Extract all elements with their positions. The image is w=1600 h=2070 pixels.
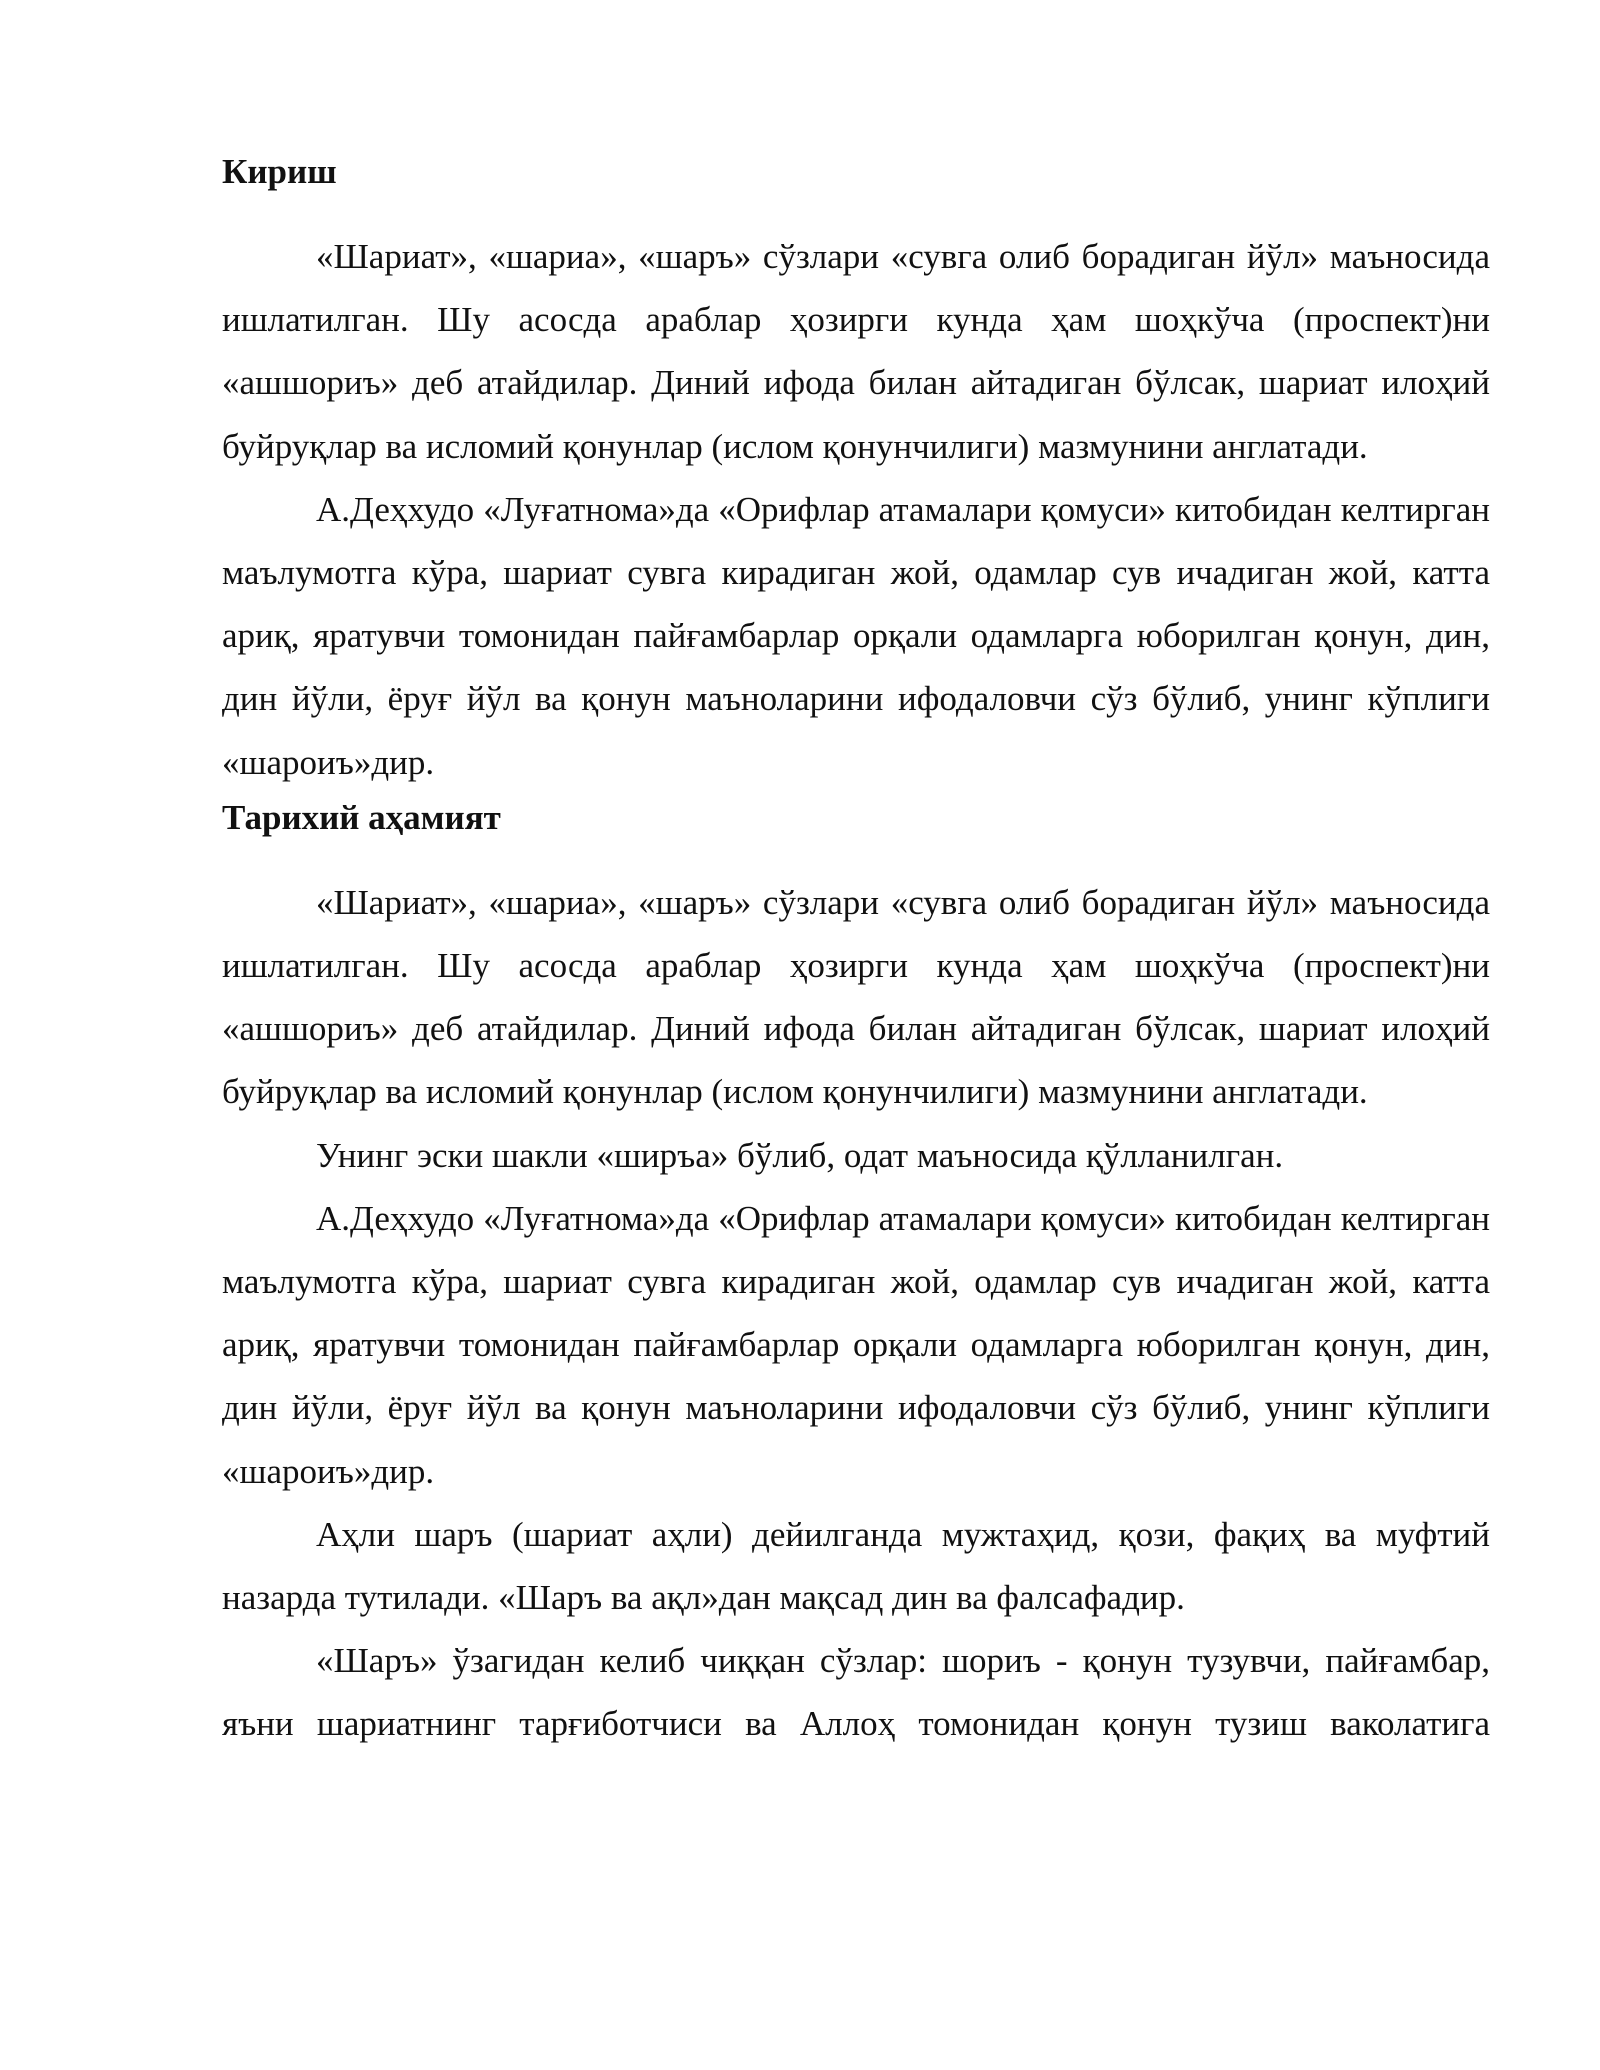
- paragraph: «Шариат», «шариа», «шаръ» сўзлари «сувга олиб борадиган йўл» маъносида ишлатилган. Шу асосда араблар ҳозирги кунда ҳам шоҳкўча (проспект)ни «ашшориъ» деб атайдилар. Диний ифода билан айтадиган бўлсак, шариат илоҳий буйруқлар ва исломий қонунлар (ислом қонунчилиги) мазмунини англатади.: [222, 237, 1490, 466]
- paragraph: Унинг эски шакли «ширъа» бўлиб, одат маъносида қўлланилган.: [316, 1135, 1284, 1175]
- paragraph: А.Деҳхудо «Луғатнома»да «Орифлар атамалари қомуси» китобидан келтирган маълумотга кўра, шариат сувга кирадиган жой, одамлар сув ичадиган жой, катта ариқ, яратувчи томонидан пайғамбарлар орқали одамларга юборилган қонун, дин, дин йўли, ёруғ йўл ва қонун маъноларини ифодаловчи сўз бўлиб, унинг кўплиги «шароиъ»дир.: [222, 489, 1490, 782]
- section-heading-introduction: Кириш: [222, 152, 337, 191]
- paragraph: Аҳли шаръ (шариат аҳли) дейилганда мужтаҳид, қози, фақиҳ ва муфтий назарда тутилади. «Шаръ ва ақл»дан мақсад дин ва фалсафадир.: [222, 1514, 1490, 1618]
- paragraph: «Шариат», «шариа», «шаръ» сўзлари «сувга олиб борадиган йўл» маъносида ишлатилган. Шу асосда араблар ҳозирги кунда ҳам шоҳкўча (проспект)ни «ашшориъ» деб атайдилар. Диний ифода билан айтадиган бўлсак, шариат илоҳий буйруқлар ва исломий қонунлар (ислом қонунчилиги) мазмунини англатади.: [222, 882, 1490, 1112]
- section-heading-historical-importance: Тарихий аҳамият: [222, 797, 501, 837]
- paragraph: «Шаръ» ўзагидан келиб чиққан сўзлар: шориъ - қонун тузувчи, пайғамбар, яъни шариатнинг тарғиботчиси ва Аллоҳ томонидан қонун тузиш ваколатига: [222, 1641, 1490, 1744]
- paragraph: А.Деҳхудо «Луғатнома»да «Орифлар атамалари қомуси» китобидан келтирган маълумотга кўра, шариат сувга кирадиган жой, одамлар сув ичадиган жой, катта ариқ, яратувчи томонидан пайғамбарлар орқали одамларга юборилган қонун, дин, дин йўли, ёруғ йўл ва қонун маъноларини ифодаловчи сўз бўлиб, унинг кўплиги «шароиъ»дир.: [222, 1198, 1490, 1491]
- document-body: [222, 148, 1490, 1756]
